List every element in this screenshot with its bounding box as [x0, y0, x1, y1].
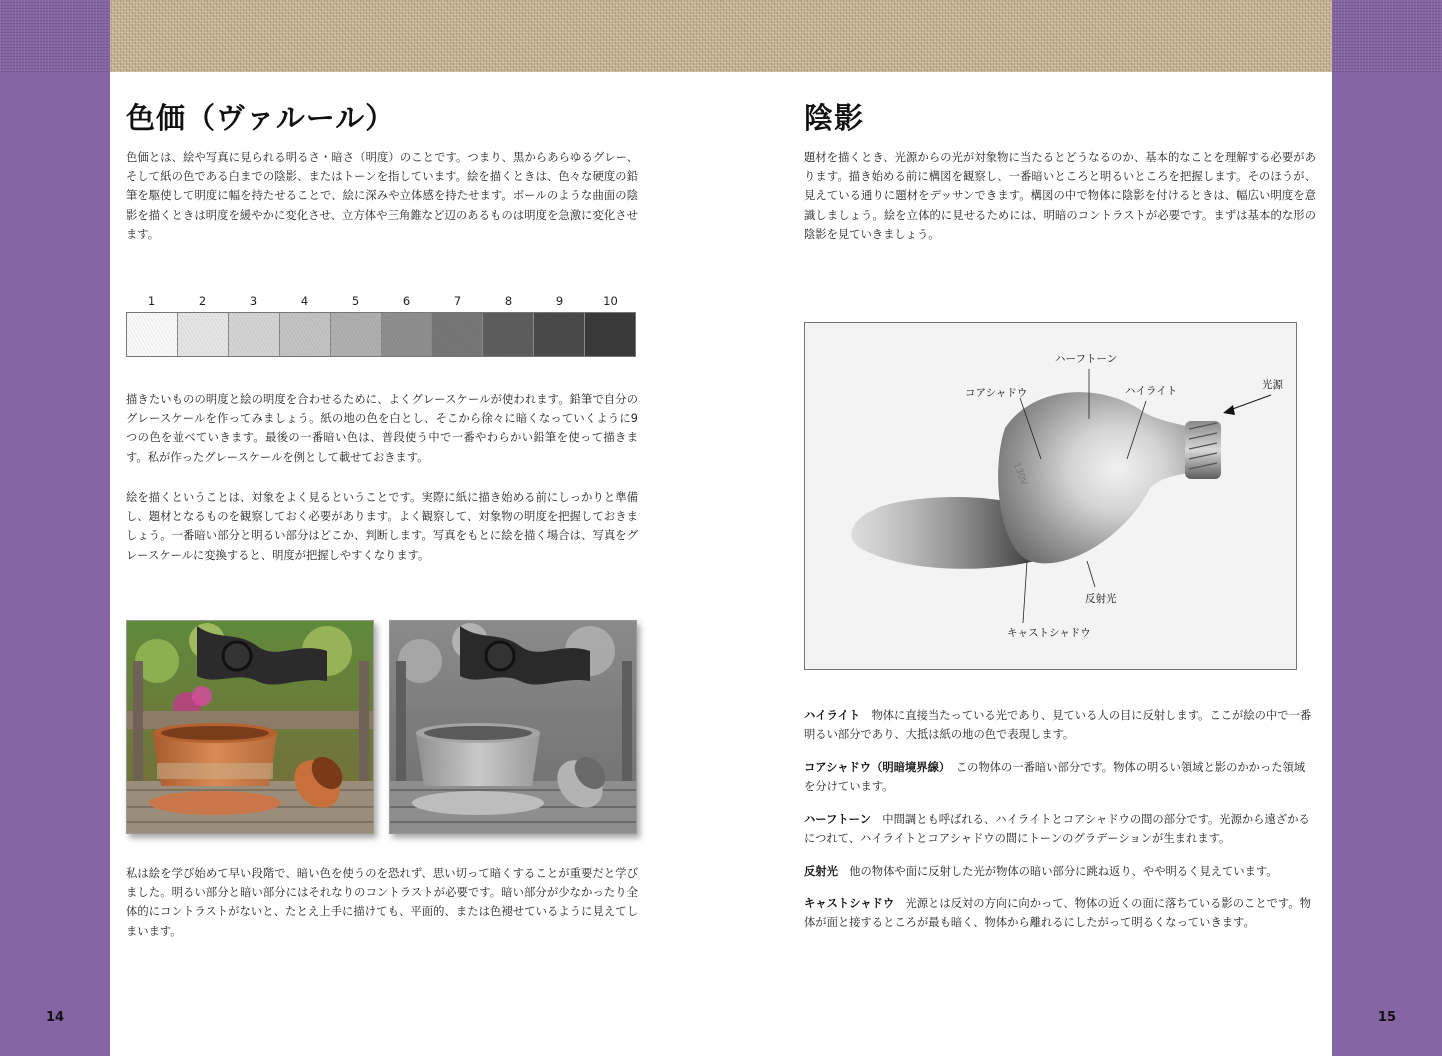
- grayscale-swatch: [534, 313, 585, 356]
- term-title: コアシャドウ（明暗境界線）: [804, 761, 945, 774]
- grayscale-swatch: [178, 313, 229, 356]
- grayscale-number: 4: [300, 294, 309, 308]
- pots-color-photo: [126, 620, 374, 834]
- grayscale-number: 6: [402, 294, 411, 308]
- grayscale-swatch: [331, 313, 382, 356]
- grayscale-number: 3: [249, 294, 258, 308]
- canvas-texture-banner: [0, 0, 1442, 72]
- lightbulb-shading-illustration: [804, 322, 1297, 670]
- grayscale-swatch: [432, 313, 483, 356]
- term-core-shadow: [804, 758, 1316, 796]
- grayscale-swatch: [229, 313, 280, 356]
- grayscale-number: 9: [555, 294, 564, 308]
- label-reflected-light: 反射光: [1085, 593, 1117, 605]
- left-paragraph-3: 絵を描くということは、対象をよく見るということです。実際に紙に描き始める前にしっかりと準備し、題材となるものを観察しておく必要があります。よく観察して、対象物の明度を把握しておきましょう。一番暗い部分と明るい部分はどこか、判断します。写真をもとに絵を描く場合は、写真をグレースケールに変換すると、明度が把握しやすくなります。: [126, 491, 638, 562]
- grayscale-swatch: [382, 313, 433, 356]
- bulb-imprint: 130V: [1010, 461, 1029, 487]
- right-intro-paragraph: 題材を描くとき、光源からの光が対象物に当たるとどうなるのか、基本的なことを理解する必要があります。描き始める前に構図を観察し、一番暗いところと明るいところを把握します。そのほうが、見えている通りに題材をデッサンできます。構図の中で物体に陰影を付けるときは、幅広い明度を意識しましょう。絵を立体的に見せるためには、明暗のコントラストが必要です。まずは基本的な形の陰影を見ていきましょう。: [804, 151, 1316, 241]
- pots-grayscale-photo: [389, 620, 637, 834]
- term-description: 他の物体や面に反射した光が物体の暗い部分に跳ね返り、やや明るく見えています。: [837, 865, 1278, 878]
- right-top-band: [1332, 0, 1442, 72]
- right-page-heading: 陰影: [804, 101, 865, 135]
- term-title: ハーフトーン: [804, 813, 871, 826]
- grayscale-swatches: [126, 312, 636, 357]
- term-description: この物体の一番暗い部分です。物体の明るい領域と影のかかった領域を分けています。: [804, 761, 1306, 794]
- grayscale-number: 5: [351, 294, 360, 308]
- left-paragraph-4: 私は絵を学び始めて早い段階で、暗い色を使うのを恐れず、思い切って暗くすることが重要だと学びました。明るい部分と暗い部分にはそれなりのコントラストが必要です。暗い部分が少なかったり全体的にコントラストがないと、たとえ上手に描けても、平面的、または色褪せているように見えてしまいます。: [126, 867, 638, 938]
- term-description: 光源とは反対の方向に向かって、物体の近くの面に落ちている影のことです。物体が面と接するところが最も暗く、物体から離れるにしたがって明るくなっていきます。: [804, 897, 1311, 930]
- term-highlight: [804, 706, 1316, 744]
- label-halftone: ハーフトーン: [1055, 353, 1118, 365]
- left-top-band: [0, 0, 110, 72]
- grayscale-swatch: [483, 313, 534, 356]
- term-cast-shadow: [804, 894, 1316, 932]
- left-side-band: [0, 72, 110, 1056]
- term-title: 反射光: [804, 865, 838, 878]
- label-cast-shadow: キャストシャドウ: [1007, 627, 1091, 639]
- label-highlight: ハイライト: [1125, 385, 1178, 397]
- grayscale-number: 8: [504, 294, 513, 308]
- term-reflected-light: [804, 862, 1316, 881]
- left-page-heading: 色価（ヴァルール）: [126, 101, 396, 135]
- term-title: キャストシャドウ: [804, 897, 895, 910]
- right-page-number: 15: [1377, 1010, 1396, 1025]
- left-paragraph-2: 描きたいものの明度と絵の明度を合わせるために、よくグレースケールが使われます。鉛筆で自分のグレースケールを作ってみましょう。紙の地の色を白とし、そこから徐々に暗くなっていくように9つの色を並べていきます。最後の一番暗い色は、普段使う中で一番やわらかい鉛筆を使って描きます。私が作ったグレースケールを例として載せておきます。: [126, 393, 638, 464]
- grayscale-strip: [126, 294, 636, 357]
- label-core-shadow: コアシャドウ: [965, 387, 1028, 399]
- grayscale-number: 1: [147, 294, 156, 308]
- right-side-band: [1332, 72, 1442, 1056]
- term-description: 中間調とも呼ばれる、ハイライトとコアシャドウの間の部分です。光源から遠ざかるにつれて、ハイライトとコアシャドウの間にトーンのグラデーションが生まれます。: [804, 813, 1310, 846]
- term-title: ハイライト: [804, 709, 861, 722]
- grayscale-number: 10: [603, 294, 618, 308]
- term-description: 物体に直接当たっている光であり、見ている人の目に反射します。ここが絵の中で一番明るい部分であり、大抵は紙の地の色で表現します。: [804, 709, 1312, 742]
- grayscale-swatch: [280, 313, 331, 356]
- grayscale-swatch: [127, 313, 178, 356]
- left-intro-paragraph: 色価とは、絵や写真に見られる明るさ・暗さ（明度）のことです。つまり、黒からあらゆるグレー、そして紙の色である白までの陰影、またはトーンを指しています。絵を描くときは、色々な硬度の鉛筆を駆使して明度に幅を持たせることで、絵に深みや立体感を持たせます。ボールのような曲面の陰影を描くときは明度を緩やかに変化させ、立方体や三角錐など辺のあるものは明度を急激に変化させます。: [126, 151, 638, 241]
- grayscale-number: 7: [453, 294, 462, 308]
- label-light-source: 光源: [1262, 379, 1283, 391]
- left-page-number: 14: [46, 1010, 65, 1025]
- grayscale-number: 2: [198, 294, 207, 308]
- term-halftone: [804, 810, 1316, 848]
- grayscale-swatch: [585, 313, 635, 356]
- grayscale-numbers: [126, 294, 636, 308]
